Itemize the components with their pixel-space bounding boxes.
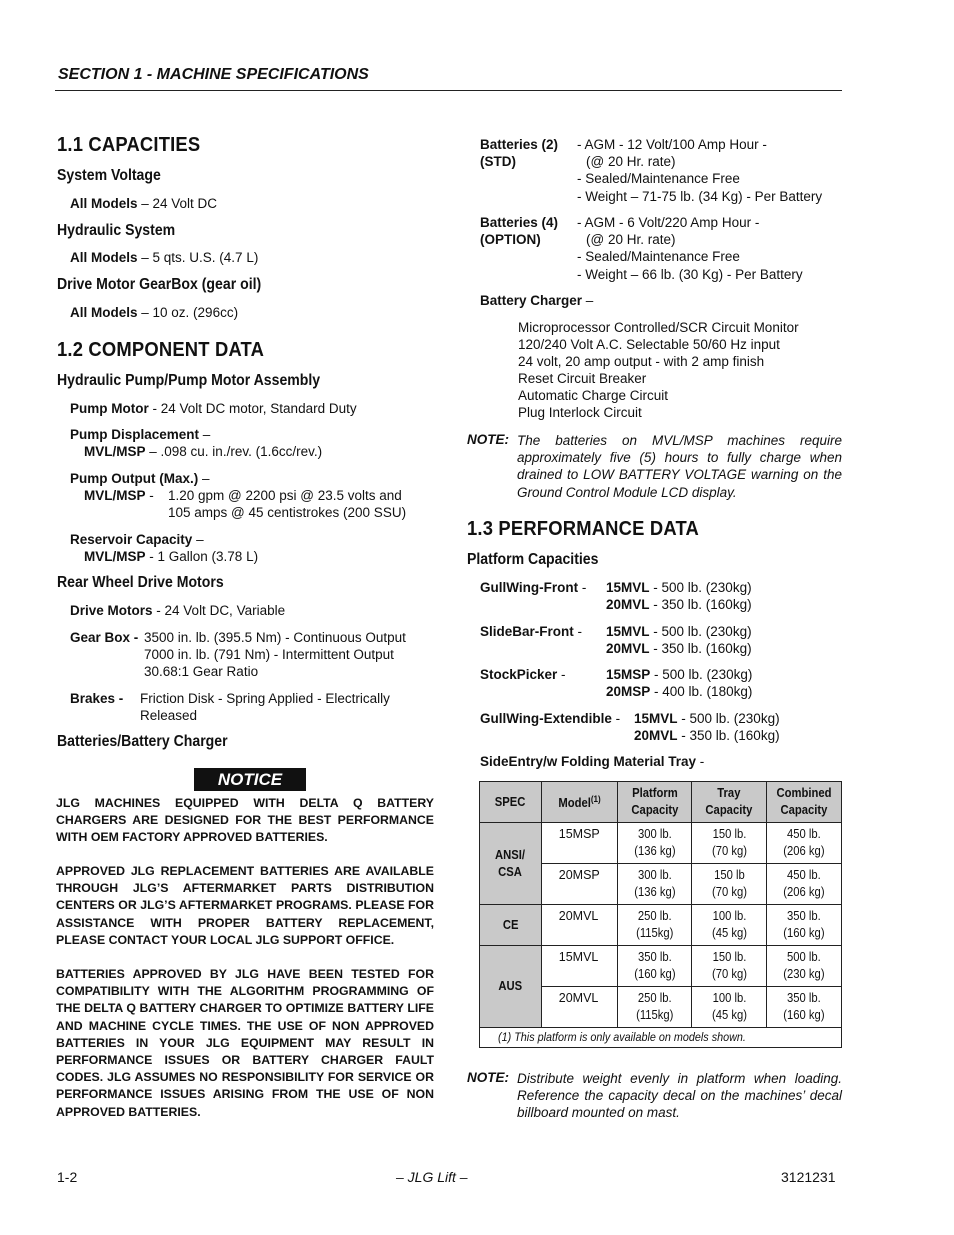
gullwing-ext-1: 15MVL - 500 lb. (230kg) — [634, 711, 780, 726]
gullwing-front-2: 20MVL - 350 lb. (160kg) — [606, 597, 752, 612]
cell-combined: 450 lb. (206 kg) — [767, 864, 842, 905]
cell-platform: 250 lb. (115kg) — [617, 987, 692, 1028]
pump-output-line1: 1.20 gpm @ 2200 psi @ 23.5 volts and — [168, 488, 402, 503]
charger-line-2: 120/240 Volt A.C. Selectable 50/60 Hz input — [518, 337, 780, 352]
pump-output-sublabel: MVL/MSP - — [84, 488, 154, 503]
cell-tray: 150 lb (70 kg) — [692, 864, 767, 905]
cell-model: 20MSP — [541, 864, 617, 905]
slidebar-front-1: 15MVL - 500 lb. (230kg) — [606, 624, 752, 639]
notice-paragraph-2: APPROVED JLG REPLACEMENT BATTERIES ARE AVAILABLE THROUGH JLG’S AFTERMARKET PARTS DISTRIBUTION CENTERS OR JLG’S AFTERMARKET PROGRAMS. PLEASE FOR ASSISTANCE WITH PROPER BATTERY REPLACEMENT, PLEASE CONTACT YOUR LOCAL JLG SUPPORT OFFICE. — [56, 864, 434, 947]
gear-box-line3: 30.68:1 Gear Ratio — [144, 664, 259, 679]
rear-wheel-heading: Rear Wheel Drive Motors — [57, 574, 224, 591]
section-header: SECTION 1 - MACHINE SPECIFICATIONS — [58, 66, 369, 83]
batteries-std-l1: - AGM - 12 Volt/100 Amp Hour - — [577, 137, 767, 152]
brakes-line2: Released — [140, 708, 198, 723]
gullwing-front-1: 15MVL - 500 lb. (230kg) — [606, 580, 752, 595]
cell-tray: 150 lb. (70 kg) — [692, 823, 767, 864]
sideentry-label: SideEntry/w Folding Material Tray - — [480, 754, 705, 769]
batteries-std-l3: - Sealed/Maintenance Free — [577, 171, 740, 186]
capacity-table-wrap — [479, 781, 842, 1048]
component-title: 1.2 COMPONENT DATA — [57, 339, 265, 361]
batteries-opt-label-1: Batteries (4) — [480, 215, 559, 230]
notice-paragraph-3: BATTERIES APPROVED BY JLG HAVE BEEN TESTED FOR COMPATIBILITY WITH THE ALGORITHM PROGRAMMING OF THE DELTA Q BATTERY CHARGER TO OPTIMIZE BATTERY LIFE AND MACHINE CYCLE TIMES. THE USE OF NON APPROVED BATTERIES IN YOUR JLG EQUIPMENT MAY RESULT IN PERFORMANCE ISSUES OR BATTERY CHARGER FAULT CODES. JLG ASSUMES NO RESPONSIBILITY FOR SERVICE OR PERFORMANCE ISSUES ARISING FROM THE USE OF NON APPROVED BATTERIES. — [56, 967, 434, 1119]
cell-model: 20MVL — [541, 987, 617, 1028]
cell-combined: 350 lb. (160 kg) — [767, 987, 842, 1028]
hydraulic-system-heading: Hydraulic System — [57, 222, 176, 239]
gullwing-ext-label: GullWing-Extendible - — [480, 711, 621, 726]
cell-platform: 300 lb. (136 kg) — [617, 864, 692, 905]
cell-tray: 100 lb. (45 kg) — [692, 905, 767, 946]
table-row — [480, 946, 842, 987]
cell-combined: 350 lb. (160 kg) — [767, 905, 842, 946]
cell-platform: 250 lb. (115kg) — [617, 905, 692, 946]
table-header-row — [480, 782, 842, 823]
group-ce: CE — [480, 905, 542, 946]
table-row — [480, 823, 842, 864]
stockpicker-label: StockPicker - — [480, 667, 566, 682]
reservoir-label: Reservoir Capacity – — [70, 532, 204, 547]
batteries-heading: Batteries/Battery Charger — [57, 733, 228, 750]
group-aus: AUS — [480, 946, 542, 1028]
gullwing-front-label: GullWing-Front - — [480, 580, 587, 595]
slidebar-front-label: SlideBar-Front - — [480, 624, 583, 639]
battery-charger-label: Battery Charger – — [480, 293, 594, 308]
gearbox-line: All Models – 10 oz. (296cc) — [70, 305, 239, 320]
system-voltage-heading: System Voltage — [57, 167, 161, 184]
header-tray: Tray Capacity — [692, 782, 767, 823]
table-footnote-row — [480, 1028, 842, 1048]
pump-displacement-label: Pump Displacement – — [70, 427, 211, 442]
batteries-opt-l2: (@ 20 Hr. rate) — [586, 232, 676, 247]
notice-badge: NOTICE — [194, 768, 306, 791]
gear-box-line1: 3500 in. lb. (395.5 Nm) - Continuous Output — [144, 630, 406, 645]
capacities-title: 1.1 CAPACITIES — [57, 134, 201, 156]
charger-line-4: Reset Circuit Breaker — [518, 371, 647, 386]
pump-motor-line: Pump Motor - 24 Volt DC motor, Standard Duty — [70, 401, 357, 416]
pump-displacement-value: MVL/MSP – .098 cu. in./rev. (1.6cc/rev.) — [84, 444, 323, 459]
header-platform: Platform Capacity — [617, 782, 692, 823]
platform-capacities-heading: Platform Capacities — [467, 551, 599, 568]
table-row — [480, 905, 842, 946]
batteries-opt-l3: - Sealed/Maintenance Free — [577, 249, 740, 264]
notice-paragraph-1: JLG MACHINES EQUIPPED WITH DELTA Q BATTERY CHARGERS ARE DESIGNED FOR THE BEST PERFORMANCE WITH OEM FACTORY APPROVED BATTERIES. — [56, 796, 434, 845]
gear-box-line2: 7000 in. lb. (791 Nm) - Intermittent Output — [144, 647, 394, 662]
gearbox-heading: Drive Motor GearBox (gear oil) — [57, 276, 262, 293]
batteries-std-l2: (@ 20 Hr. rate) — [586, 154, 676, 169]
cell-platform: 300 lb. (136 kg) — [617, 823, 692, 864]
batteries-std-label-2: (STD) — [480, 154, 516, 169]
battery-note-label: NOTE: — [467, 432, 509, 447]
batteries-opt-label-2: (OPTION) — [480, 232, 541, 247]
cell-model: 15MSP — [541, 823, 617, 864]
table-footnote: (1) This platform is only available on models shown. — [480, 1028, 842, 1048]
footer-doc-number: 3121231 — [781, 1169, 836, 1185]
slidebar-front-2: 20MVL - 350 lb. (160kg) — [606, 641, 752, 656]
brakes-label: Brakes - — [70, 691, 124, 706]
weight-note-label: NOTE: — [467, 1070, 509, 1085]
pump-output-label: Pump Output (Max.) – — [70, 471, 210, 486]
charger-line-5: Automatic Charge Circuit — [518, 388, 669, 403]
batteries-opt-l1: - AGM - 6 Volt/220 Amp Hour - — [577, 215, 760, 230]
pump-output-line2: 105 amps @ 45 centistrokes (200 SSU) — [168, 505, 407, 520]
cell-tray: 100 lb. (45 kg) — [692, 987, 767, 1028]
charger-line-1: Microprocessor Controlled/SCR Circuit Monitor — [518, 320, 799, 335]
capacity-table — [479, 781, 842, 1048]
cell-tray: 150 lb. (70 kg) — [692, 946, 767, 987]
group-ansi-csa: ANSI/ CSA — [480, 823, 542, 905]
cell-platform: 350 lb. (160 kg) — [617, 946, 692, 987]
cell-model: 20MVL — [541, 905, 617, 946]
gullwing-ext-2: 20MVL - 350 lb. (160kg) — [634, 728, 780, 743]
performance-title: 1.3 PERFORMANCE DATA — [467, 518, 699, 540]
battery-note-text: The batteries on MVL/MSP machines require approximately five (5) hours to fully charge when drained to LOW BATTERY VOLTAGE warning on the Ground Control Module LCD display. — [517, 433, 842, 500]
charger-line-3: 24 volt, 20 amp output - with 2 amp finish — [518, 354, 765, 369]
drive-motors-line: Drive Motors - 24 Volt DC, Variable — [70, 603, 286, 618]
footer-center: – JLG Lift – — [396, 1169, 468, 1185]
cell-combined: 450 lb. (206 kg) — [767, 823, 842, 864]
header-combined: Combined Capacity — [767, 782, 842, 823]
batteries-std-label-1: Batteries (2) — [480, 137, 559, 152]
hydraulic-system-line: All Models – 5 qts. U.S. (4.7 L) — [70, 250, 259, 265]
cell-combined: 500 lb. (230 kg) — [767, 946, 842, 987]
batteries-std-l4: - Weight – 71-75 lb. (34 Kg) - Per Battery — [577, 189, 823, 204]
header-spec: SPEC — [480, 782, 542, 823]
stockpicker-1: 15MSP - 500 lb. (230kg) — [606, 667, 753, 682]
weight-note-text: Distribute weight evenly in platform when loading. Reference the capacity decal on the machines’ decal billboard mounted on mast. — [517, 1071, 842, 1121]
cell-model: 15MVL — [541, 946, 617, 987]
header-rule — [55, 90, 842, 91]
stockpicker-2: 20MSP - 400 lb. (180kg) — [606, 684, 753, 699]
pump-heading: Hydraulic Pump/Pump Motor Assembly — [57, 372, 321, 389]
system-voltage-line: All Models – 24 Volt DC — [70, 196, 218, 211]
charger-line-6: Plug Interlock Circuit — [518, 405, 642, 420]
batteries-opt-l4: - Weight – 66 lb. (30 Kg) - Per Battery — [577, 267, 803, 282]
brakes-line1: Friction Disk - Spring Applied - Electrically — [140, 691, 390, 706]
gear-box-label: Gear Box - — [70, 630, 139, 645]
header-model: Model$^{(1)}$ — [541, 782, 617, 823]
reservoir-value: MVL/MSP - 1 Gallon (3.78 L) — [84, 549, 259, 564]
footer-page-number: 1-2 — [57, 1169, 78, 1185]
